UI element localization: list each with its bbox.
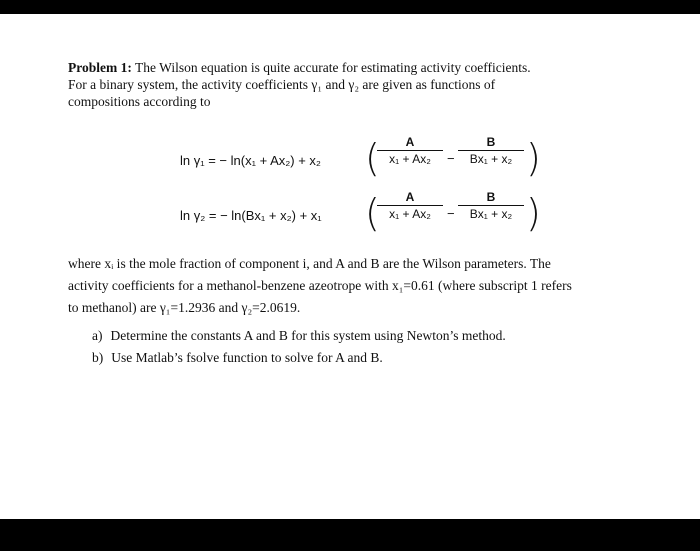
intro-line-3: compositions according to xyxy=(68,94,211,109)
equation-2-fraction-a-numerator: A xyxy=(405,190,415,204)
description-line-3: to methanol) are γ₁=1.2936 and γ₂=2.0619. xyxy=(68,300,301,315)
equation-2-fraction-b-numerator: B xyxy=(486,190,496,204)
problem-description xyxy=(68,253,668,319)
equation-1-close-paren: ) xyxy=(526,136,541,180)
equation-1-fraction-b-numerator: B xyxy=(486,135,496,149)
equation-1-fraction-a xyxy=(377,134,443,167)
equation-1-fraction-b xyxy=(458,134,524,167)
equation-1-minus: − xyxy=(447,151,455,166)
equation-1-fraction-a-denominator: x₁ + Ax₂ xyxy=(389,152,431,166)
task-text: Determine the constants A and B for this system using Newton’s method. xyxy=(110,328,506,343)
equation-2-fraction-b xyxy=(458,189,524,222)
equation-1-lhs: ln γ₁ = − ln(x₁ + Ax₂) + x₂ xyxy=(180,153,321,168)
task-item xyxy=(92,347,652,369)
task-item xyxy=(92,325,652,347)
equation-2-close-paren: ) xyxy=(526,191,541,235)
equation-2-lhs: ln γ₂ = − ln(Bx₁ + x₂) + x₁ xyxy=(180,208,322,223)
task-marker: a) xyxy=(92,328,103,343)
equation-2-minus: − xyxy=(447,206,455,221)
intro-line-1: The Wilson equation is quite accurate for estimating activity coefficients. xyxy=(131,60,531,75)
task-text: Use Matlab’s fsolve function to solve for A and B. xyxy=(111,350,383,365)
description-line-1: where xᵢ is the mole fraction of component i, and A and B are the Wilson parameters. The xyxy=(68,256,551,271)
equation-1-open-paren: ( xyxy=(365,136,380,180)
equation-1-fraction-b-denominator: Bx₁ + x₂ xyxy=(469,152,513,166)
description-line-2: activity coefficients for a methanol-benzene azeotrope with x₁=0.61 (where subscript 1 refers xyxy=(68,278,572,293)
task-marker: b) xyxy=(92,350,104,365)
problem-page xyxy=(0,14,700,519)
equation-2-open-paren: ( xyxy=(365,191,380,235)
equation-2-fraction-a-denominator: x₁ + Ax₂ xyxy=(389,207,431,221)
equation-2-fraction-a xyxy=(377,189,443,222)
problem-intro xyxy=(68,59,638,110)
problem-title: Problem 1: xyxy=(68,60,132,75)
equation-1-fraction-a-numerator: A xyxy=(405,135,415,149)
intro-line-2: For a binary system, the activity coefficients γ₁ and γ₂ are given as functions of xyxy=(68,77,496,92)
task-list xyxy=(92,325,652,369)
equation-2-fraction-b-denominator: Bx₁ + x₂ xyxy=(469,207,513,221)
